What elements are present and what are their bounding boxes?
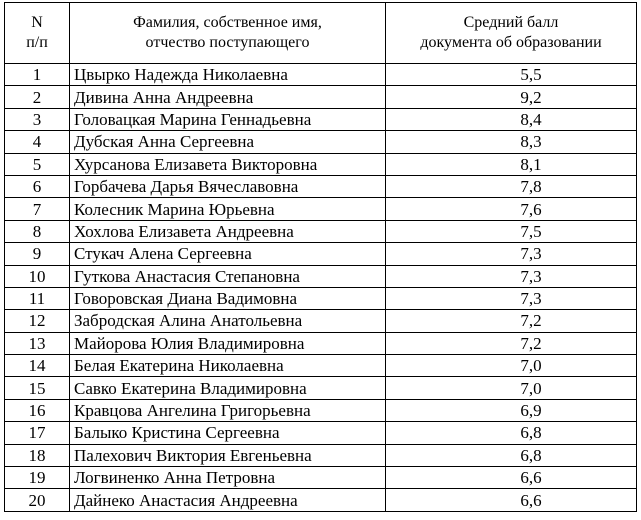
table-row xyxy=(5,287,637,309)
row-average-score-cell: 5,5 xyxy=(386,64,637,86)
row-average-score-cell: 6,6 xyxy=(386,489,637,511)
row-number-cell: 9 xyxy=(5,243,70,265)
table-row xyxy=(5,175,637,197)
header-number-line-1: N xyxy=(31,14,43,31)
row-number-cell: 11 xyxy=(5,287,70,309)
row-number-cell: 10 xyxy=(5,265,70,287)
row-number-cell: 1 xyxy=(5,64,70,86)
row-average-score-cell: 8,4 xyxy=(386,108,637,130)
row-average-score-cell: 9,2 xyxy=(386,86,637,108)
row-average-score-cell: 8,3 xyxy=(386,131,637,153)
table-row xyxy=(5,444,637,466)
row-average-score-cell: 7,8 xyxy=(386,175,637,197)
row-full-name-cell: Стукач Алена Сергеевна xyxy=(70,243,386,265)
row-average-score-cell: 6,8 xyxy=(386,422,637,444)
table-row xyxy=(5,243,637,265)
row-full-name-cell: Хурсанова Елизавета Викторовна xyxy=(70,153,386,175)
row-number-cell: 19 xyxy=(5,467,70,489)
row-number-cell: 12 xyxy=(5,310,70,332)
row-full-name-cell: Цвырко Надежда Николаевна xyxy=(70,64,386,86)
table-row xyxy=(5,265,637,287)
row-average-score-cell: 7,2 xyxy=(386,332,637,354)
row-number-cell: 7 xyxy=(5,198,70,220)
table-row xyxy=(5,332,637,354)
table-row xyxy=(5,399,637,421)
header-number xyxy=(5,3,70,64)
header-number-line-2: п/п xyxy=(26,34,48,51)
row-full-name-cell: Дайнеко Анастасия Андреевна xyxy=(70,489,386,511)
row-full-name-cell: Савко Екатерина Владимировна xyxy=(70,377,386,399)
row-average-score-cell: 7,2 xyxy=(386,310,637,332)
row-full-name-cell: Дубская Анна Сергеевна xyxy=(70,131,386,153)
header-average-score xyxy=(386,3,637,64)
row-full-name-cell: Говоровская Диана Вадимовна xyxy=(70,287,386,309)
row-full-name-cell: Логвиненко Анна Петровна xyxy=(70,467,386,489)
table-row xyxy=(5,153,637,175)
row-full-name-cell: Балыко Кристина Сергеевна xyxy=(70,422,386,444)
row-average-score-cell: 7,0 xyxy=(386,377,637,399)
row-average-score-cell: 6,8 xyxy=(386,444,637,466)
row-number-cell: 8 xyxy=(5,220,70,242)
row-number-cell: 16 xyxy=(5,399,70,421)
table-body xyxy=(5,64,637,512)
row-full-name-cell: Майорова Юлия Владимировна xyxy=(70,332,386,354)
header-full-name-line-2: отчество поступающего xyxy=(145,34,310,51)
table-row xyxy=(5,220,637,242)
row-average-score-cell: 7,5 xyxy=(386,220,637,242)
row-average-score-cell: 7,3 xyxy=(386,287,637,309)
row-number-cell: 6 xyxy=(5,175,70,197)
applicants-table xyxy=(4,2,637,512)
row-full-name-cell: Забродская Алина Анатольевна xyxy=(70,310,386,332)
row-average-score-cell: 7,0 xyxy=(386,355,637,377)
table-row xyxy=(5,310,637,332)
row-average-score-cell: 6,6 xyxy=(386,467,637,489)
header-row xyxy=(5,3,637,64)
row-full-name-cell: Гуткова Анастасия Степановна xyxy=(70,265,386,287)
row-number-cell: 13 xyxy=(5,332,70,354)
row-full-name-cell: Колесник Марина Юрьевна xyxy=(70,198,386,220)
row-average-score-cell: 8,1 xyxy=(386,153,637,175)
header-average-score-line-2: документа об образовании xyxy=(420,34,602,51)
row-average-score-cell: 7,3 xyxy=(386,243,637,265)
row-number-cell: 5 xyxy=(5,153,70,175)
table-row xyxy=(5,86,637,108)
table-row xyxy=(5,467,637,489)
row-average-score-cell: 6,9 xyxy=(386,399,637,421)
row-number-cell: 15 xyxy=(5,377,70,399)
row-full-name-cell: Белая Екатерина Николаевна xyxy=(70,355,386,377)
header-full-name xyxy=(70,3,386,64)
row-number-cell: 4 xyxy=(5,131,70,153)
table-row xyxy=(5,489,637,511)
table-row xyxy=(5,422,637,444)
row-number-cell: 14 xyxy=(5,355,70,377)
row-number-cell: 20 xyxy=(5,489,70,511)
row-full-name-cell: Палехович Виктория Евгеньевна xyxy=(70,444,386,466)
row-full-name-cell: Горбачева Дарья Вячеславовна xyxy=(70,175,386,197)
header-full-name-line-1: Фамилия, собственное имя, xyxy=(133,14,322,31)
row-number-cell: 18 xyxy=(5,444,70,466)
table-row xyxy=(5,131,637,153)
row-full-name-cell: Дивина Анна Андреевна xyxy=(70,86,386,108)
table-row xyxy=(5,377,637,399)
row-full-name-cell: Кравцова Ангелина Григорьевна xyxy=(70,399,386,421)
table-row xyxy=(5,108,637,130)
row-full-name-cell: Хохлова Елизавета Андреевна xyxy=(70,220,386,242)
table-row xyxy=(5,198,637,220)
row-number-cell: 17 xyxy=(5,422,70,444)
row-full-name-cell: Головацкая Марина Геннадьевна xyxy=(70,108,386,130)
header-average-score-line-1: Средний балл xyxy=(463,14,559,31)
row-number-cell: 3 xyxy=(5,108,70,130)
table-row xyxy=(5,64,637,86)
row-average-score-cell: 7,3 xyxy=(386,265,637,287)
table-row xyxy=(5,355,637,377)
row-number-cell: 2 xyxy=(5,86,70,108)
row-average-score-cell: 7,6 xyxy=(386,198,637,220)
